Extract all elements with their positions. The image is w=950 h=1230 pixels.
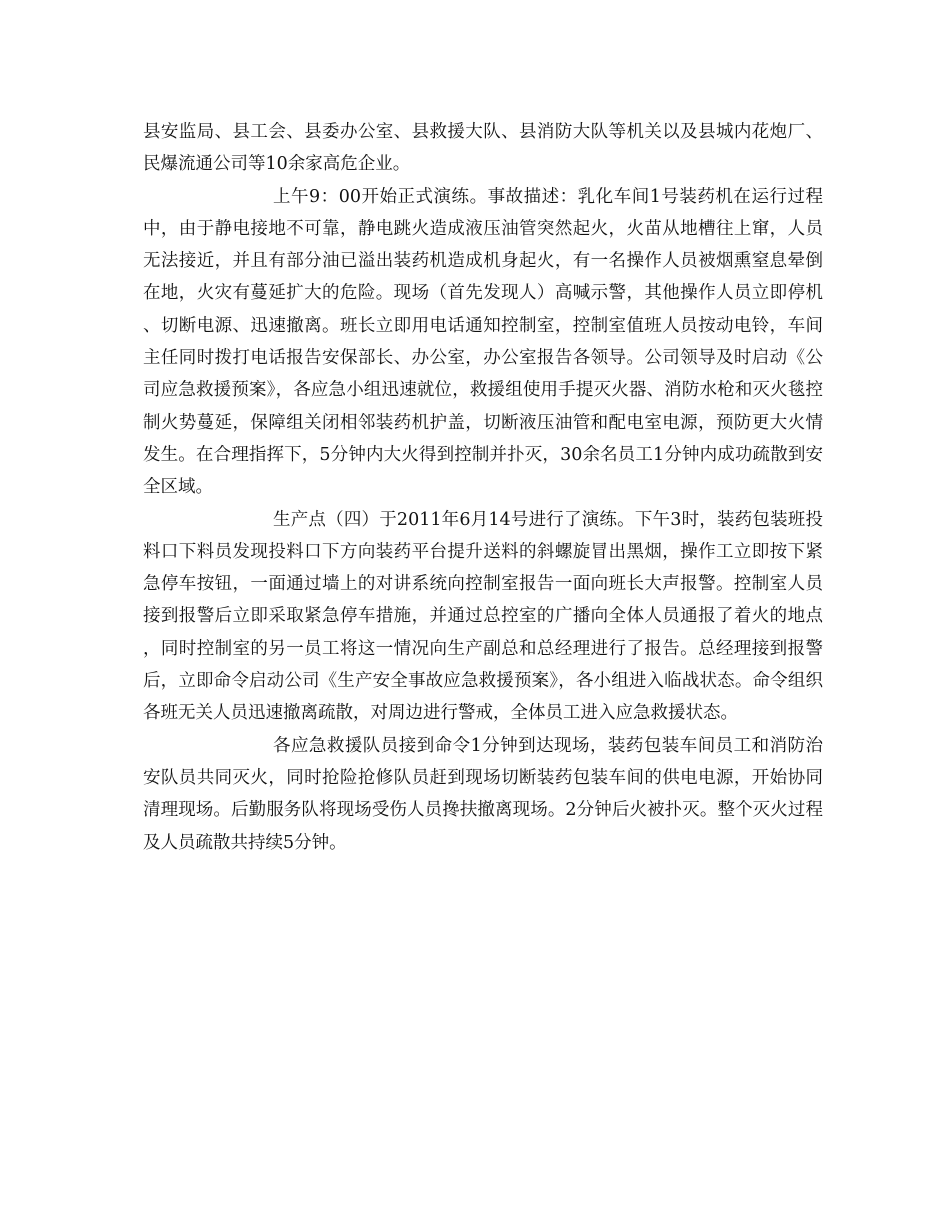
document-body bbox=[143, 116, 823, 859]
paragraph-drill-morning: 上午9：00开始正式演练。事故描述：乳化车间1号装药机在运行过程中，由于静电接地不可靠，静电跳火造成液压油管突然起火，火苗从地槽往上窜，人员无法接近，并且有部分油已溢出装药机造成机身起火，有一名操作人员被烟熏窒息晕倒在地，火灾有蔓延扩大的危险。现场（首先发现人）高喊示警，其他操作人员立即停机、切断电源、迅速撤离。班长立即用电话通知控制室，控制室值班人员按动电铃，车间主任同时拨打电话报告安保部长、办公室，办公室报告各领导。公司领导及时启动《公司应急救援预案》，各应急小组迅速就位，救援组使用手提灭火器、消防水枪和灭火毯控制火势蔓延，保障组关闭相邻装药机护盖，切断液压油管和配电室电源，预防更大火情发生。在合理指挥下，5分钟内大火得到控制并扑灭，30余名员工1分钟内成功疏散到安全区域。 bbox=[143, 186, 823, 498]
paragraph-production-point-four: 生产点（四）于2011年6月14号进行了演练。下午3时，装药包装班投料口下料员发现投料口下方向装药平台提升送料的斜螺旋冒出黑烟，操作工立即按下紧急停车按钮，一面通过墙上的对讲系统向控制室报告一面向班长大声报警。控制室人员接到报警后立即采取紧急停车措施，并通过总控室的广播向全体人员通报了着火的地点，同时控制室的另一员工将这一情况向生产副总和总经理进行了报告。总经理接到报警后，立即命令启动公司《生产安全事故应急救援预案》，各小组进入临战状态。命令组织各班无关人员迅速撤离疏散，对周边进行警戒，全体员工进入应急救援状态。 bbox=[143, 509, 823, 724]
paragraph-participants: 县安监局、县工会、县委办公室、县救援大队、县消防大队等机关以及县城内花炮厂、民爆流通公司等10余家高危企业。 bbox=[143, 122, 823, 175]
paragraph-emergency-response: 各应急救援队员接到命令1分钟到达现场，装药包装车间员工和消防治安队员共同灭火，同时抢险抢修队员赶到现场切断装药包装车间的供电电源，开始协同清理现场。后勤服务队将现场受伤人员搀扶撤离现场。2分钟后火被扑灭。整个灭火过程及人员疏散共持续5分钟。 bbox=[143, 735, 823, 853]
